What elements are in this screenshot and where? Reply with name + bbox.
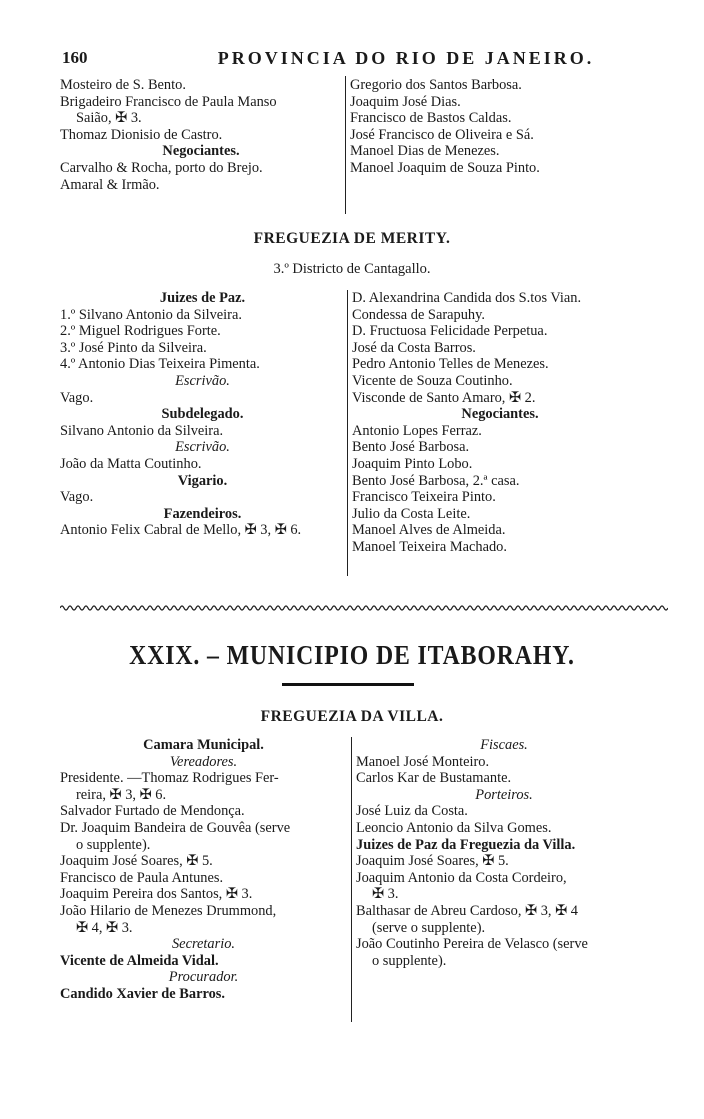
entry: Antonio Lopes Ferraz. [352, 422, 482, 439]
column-divider [347, 290, 348, 576]
page-number: 160 [62, 48, 88, 67]
entry: Carvalho & Rocha, porto do Brejo. [60, 159, 263, 176]
page-header [62, 48, 660, 74]
entry: José Luiz da Costa. [356, 803, 468, 820]
entry: Francisco de Paula Antunes. [60, 869, 224, 886]
entry: João Coutinho Pereira de Velasco (serve [356, 936, 588, 953]
subheading-vigario: Vigario. [177, 472, 228, 489]
entry: Leoncio Antonio da Silva Gomes. [356, 819, 552, 836]
municipio-right-column [356, 737, 652, 969]
entry: Antonio Felix Cabral de Mello, ✠ 3, ✠ 6. [60, 522, 302, 539]
entry: Presidente. —Thomaz Rodrigues Fer- [60, 770, 279, 787]
entry: D. Fructuosa Felicidade Perpetua. [352, 323, 548, 340]
entry: 3.º José Pinto da Silveira. [60, 339, 207, 356]
entry: Salvador Furtado de Mendonça. [60, 803, 245, 820]
entry: o supplente). [372, 952, 447, 969]
entry: Bento José Barbosa, 2.ª casa. [352, 472, 520, 489]
entry: Bento José Barbosa. [352, 439, 470, 456]
entry: Vago. [60, 389, 94, 406]
subheading-negociantes: Negociantes. [162, 143, 240, 160]
entry: Joaquim José Dias. [350, 93, 461, 110]
subheading-negociantes: Negociantes. [461, 406, 539, 423]
entry: ✠ 3. [372, 886, 399, 903]
entry: 4.º Antonio Dias Teixeira Pimenta. [60, 356, 260, 373]
entry: Carlos Kar de Bustamante. [356, 770, 512, 787]
entry: Joaquim Pereira dos Santos, ✠ 3. [60, 886, 253, 903]
ornamental-divider [60, 603, 668, 613]
entry: Gregorio dos Santos Barbosa. [350, 77, 522, 93]
subheading-camara-municipal: Camara Municipal. [143, 737, 264, 753]
column-divider [351, 737, 352, 1022]
merity-right-column [352, 290, 648, 556]
entry: José Francisco de Oliveira e Sá. [350, 126, 534, 143]
entry: Manoel Alves de Almeida. [352, 522, 506, 539]
entry: D. Alexandrina Candida dos S.tos Vian. [352, 290, 582, 306]
entry: Silvano Antonio da Silveira. [60, 422, 224, 439]
subheading-secretario: Secretario. [171, 936, 235, 953]
entry: João da Matta Coutinho. [60, 455, 202, 472]
entry: 1.º Silvano Antonio da Silveira. [60, 306, 242, 323]
top-right-column [350, 77, 650, 177]
subheading-fazendeiros: Fazendeiros. [163, 505, 242, 522]
entry: João Hilario de Menezes Drummond, [60, 902, 277, 919]
entry: Condessa de Sarapuhy. [352, 306, 485, 323]
entry: Vicente de Almeida Vidal. [60, 952, 219, 969]
entry: Joaquim José Soares, ✠ 5. [356, 853, 509, 870]
subheading-juizes-de-paz: Juizes de Paz da Freguezia da Villa. [356, 836, 576, 853]
subheading-vereadores: Vereadores. [169, 753, 238, 770]
column-divider [345, 76, 346, 214]
subheading-fiscaes: Fiscaes. [480, 737, 528, 753]
entry: Saião, ✠ 3. [76, 110, 142, 127]
entry: Candido Xavier de Barros. [60, 985, 225, 1002]
entry: Manoel Dias de Menezes. [350, 143, 500, 160]
entry: Manoel Teixeira Machado. [352, 538, 507, 555]
entry: Thomaz Dionisio de Castro. [60, 126, 223, 143]
entry: Balthasar de Abreu Cardoso, ✠ 3, ✠ 4 [356, 902, 578, 919]
entry: Dr. Joaquim Bandeira de Gouvêa (serve [60, 819, 291, 836]
entry: Amaral & Irmão. [60, 176, 160, 193]
entry: Manoel José Monteiro. [356, 753, 490, 770]
entry: Visconde de Santo Amaro, ✠ 2. [352, 389, 536, 406]
entry: Francisco Teixeira Pinto. [352, 489, 496, 506]
running-title: PROVINCIA DO RIO DE JANEIRO. [217, 48, 595, 68]
entry: Brigadeiro Francisco de Paula Manso [60, 93, 277, 110]
entry: Joaquim José Soares, ✠ 5. [60, 853, 213, 870]
subheading-subdelegado: Subdelegado. [161, 406, 244, 423]
entry: Vago. [60, 489, 94, 506]
municipio-title: XXIX. – MUNICIPIO DE ITABORAHY. [129, 640, 575, 670]
entry: Pedro Antonio Telles de Menezes. [352, 356, 549, 373]
entry: Vicente de Souza Coutinho. [352, 372, 513, 389]
entry: Francisco de Bastos Caldas. [350, 110, 512, 127]
subheading-procurador: Procurador. [168, 969, 239, 986]
entry: Manoel Joaquim de Souza Pinto. [350, 159, 540, 176]
entry: o supplente). [76, 836, 151, 853]
district-line: 3.º Districto de Cantagallo. [273, 261, 431, 277]
entry: ✠ 4, ✠ 3. [76, 919, 133, 936]
subheading-escrivao: Escrivão. [175, 372, 230, 389]
entry: Joaquim Antonio da Costa Cordeiro, [356, 869, 567, 886]
section-title-villa: FREGUEZIA DA VILLA. [260, 708, 444, 725]
subheading-porteiros: Porteiros. [475, 786, 533, 803]
entry: Julio da Costa Leite. [352, 505, 471, 522]
entry: reira, ✠ 3, ✠ 6. [76, 786, 167, 803]
entry: (serve o supplente). [372, 919, 486, 936]
subheading-juizes-de-paz: Juizes de Paz. [159, 290, 246, 306]
merity-left-column [60, 290, 345, 539]
title-rule [282, 683, 414, 686]
municipio-left-column [60, 737, 347, 1003]
top-left-column [60, 77, 342, 193]
section-title-merity: FREGUEZIA DE MERITY. [253, 230, 451, 247]
entry: Joaquim Pinto Lobo. [352, 455, 473, 472]
entry: José da Costa Barros. [352, 339, 476, 356]
entry: 2.º Miguel Rodrigues Forte. [60, 323, 221, 340]
subheading-escrivao: Escrivão. [175, 439, 230, 456]
entry: Mosteiro de S. Bento. [60, 77, 186, 93]
